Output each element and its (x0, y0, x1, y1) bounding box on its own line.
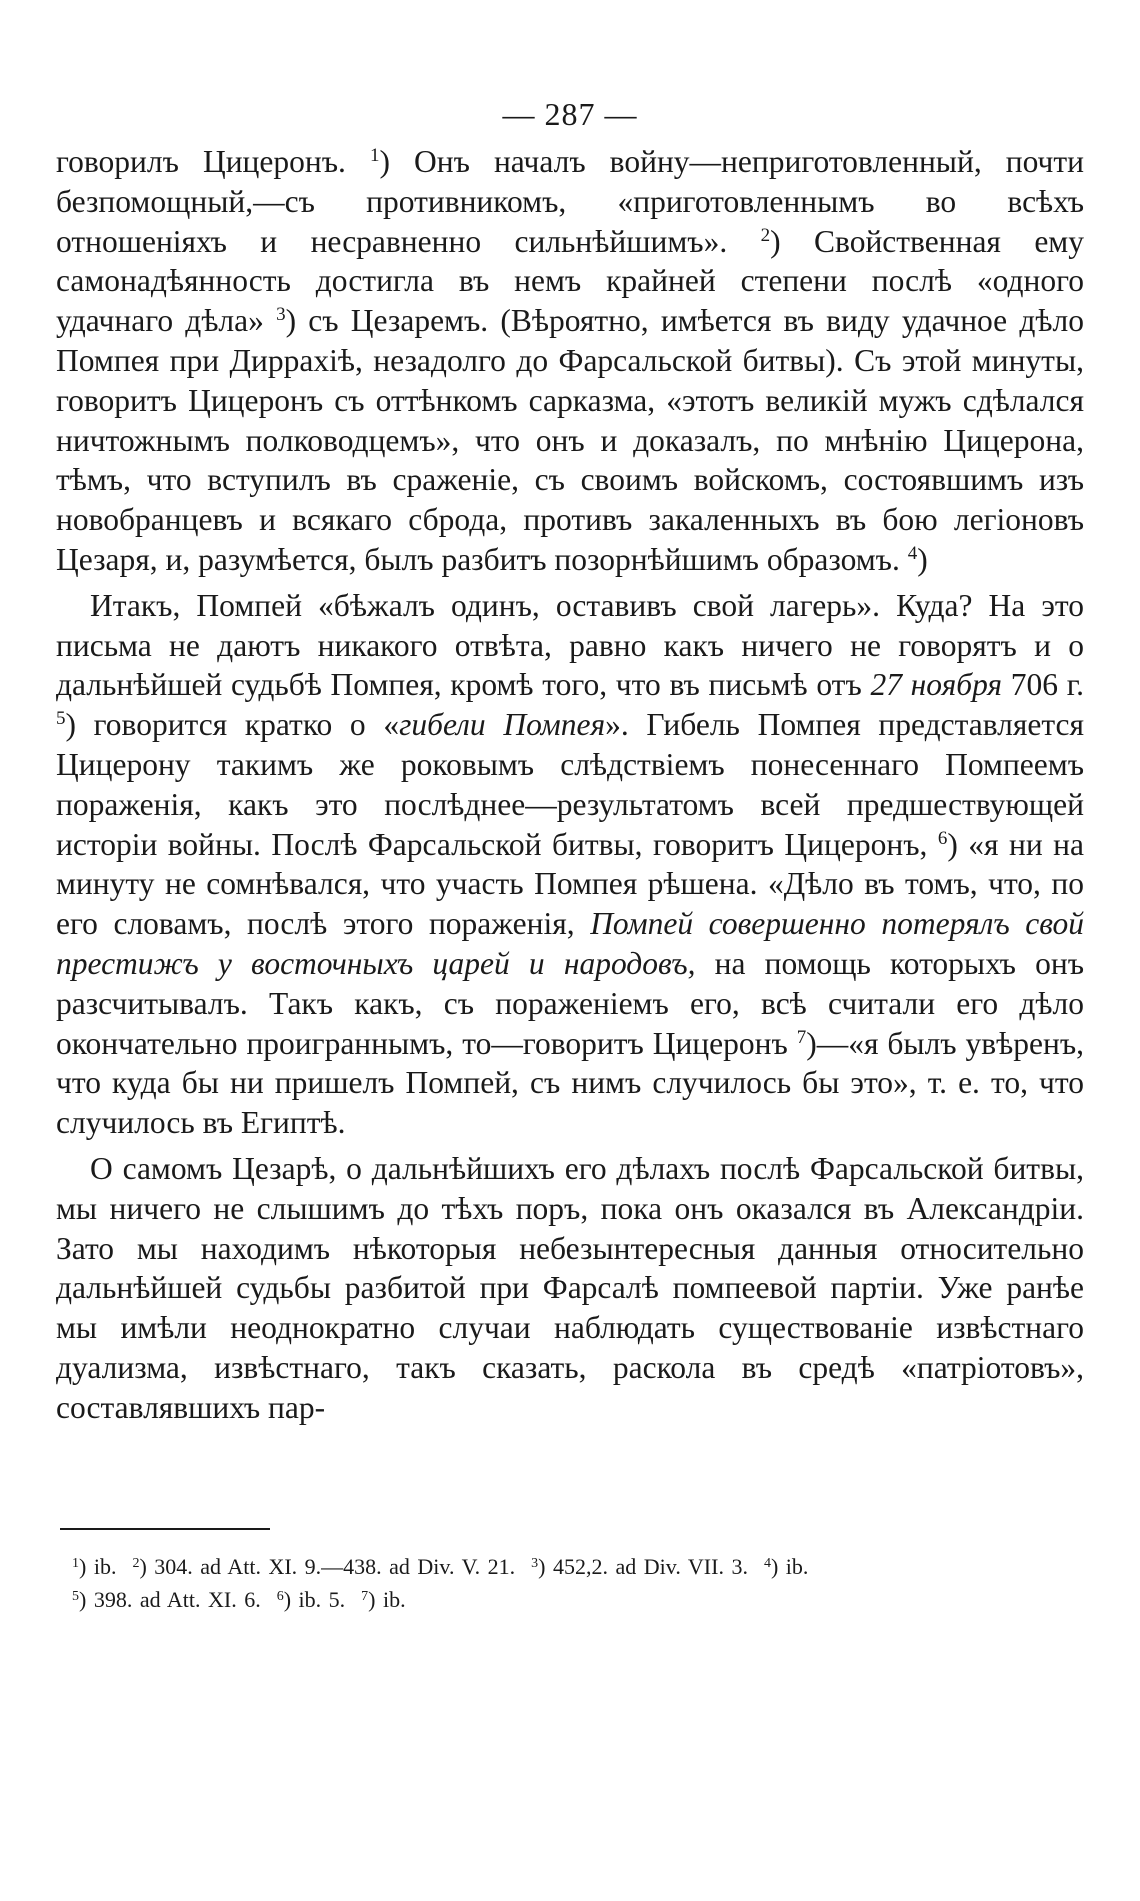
text-run: ». Гибель Помпея представляется Цицерону такимъ же роковымъ слѣдствіемъ понесеннаго Помпеемъ пораженія, какъ это послѣднее—результатомъ всей предшествующей исторіи войны. Послѣ Фарсальской битвы, говоритъ Цицеронъ, (56, 707, 1084, 862)
footnote (531, 1554, 748, 1579)
footnote-text: ) ib. (79, 1554, 117, 1579)
footnote-text: ) 304. ad Att. XI. 9.—438. ad Div. V. 21. (139, 1554, 516, 1579)
footnote-text: ) ib. (770, 1554, 809, 1579)
text-run: 706 г. (1002, 667, 1084, 703)
text-run: ) (917, 541, 928, 577)
footnote-ref: 4 (907, 542, 918, 564)
text-run: )—«я былъ увѣренъ, что куда бы ни пришелъ Помпей, съ нимъ случилось бы это», т. е. то, что случилось въ Египтѣ. (56, 1025, 1085, 1141)
footnote-mark: 3 (531, 1556, 539, 1571)
footnote-ref: 3 (276, 304, 286, 326)
paragraph (56, 586, 1084, 1143)
footnote-mark: 4 (763, 1556, 771, 1571)
footnote-mark: 5 (72, 1589, 79, 1604)
footnote-ref: 2 (760, 224, 771, 246)
italic-text: 27 ноября (870, 667, 1003, 703)
text-run: ) Свойственная ему самонадѣянность достигла въ немъ крайней степени послѣ «одного удачнаго дѣла» (56, 223, 1084, 339)
footnotes (72, 1550, 1032, 1616)
footnote (277, 1587, 345, 1612)
italic-text: Помпей совершенно потерялъ свой престижъ у восточныхъ царей и народовъ, (56, 906, 1085, 981)
footnote-divider (60, 1528, 270, 1530)
footnote-ref: 5 (56, 708, 66, 730)
footnote-text: ) ib. (368, 1587, 406, 1612)
text-run: ) Онъ началъ войну—неприготовленный, почти безпомощный,—съ противникомъ, «приготовленнымъ во всѣхъ отношеніяхъ и несравненно сильнѣйшимъ». (56, 144, 1084, 259)
footnote-mark: 1 (72, 1556, 79, 1571)
footnote-line (72, 1583, 1032, 1616)
text-run: О самомъ Цезарѣ, о дальнѣйшихъ его дѣлахъ послѣ Фарсальской битвы, мы ничего не слышимъ до тѣхъ поръ, пока онъ оказался въ Александріи. Зато мы находимъ нѣкоторыя небезынтересныя данныя относительно дальнѣйшей судьбы разбитой при Фарсалѣ помпеевой партіи. Уже ранѣе мы имѣли неоднократно случаи наблюдать существованіе извѣстнаго дуализма, извѣстнаго, такъ сказать, раскола въ средѣ «патріотовъ», составлявшихъ пар- (56, 1150, 1084, 1425)
footnote (72, 1587, 261, 1612)
italic-text: гибели Помпея (399, 707, 606, 743)
footnote-ref: 1 (369, 145, 380, 166)
footnote (72, 1554, 116, 1579)
text-run: ) говорится кратко о « (65, 707, 400, 743)
paragraph (56, 1149, 1084, 1428)
text-run: ) «я ни на минуту не сомнѣвался, что участь Помпея рѣшена. «Дѣло въ томъ, что, по его словамъ, послѣ этого пораженія, (56, 826, 1084, 942)
footnote-text: ) ib. 5. (283, 1587, 346, 1612)
text-run: на помощь которыхъ онъ разсчитывалъ. Такъ какъ, съ пораженіемъ его, всѣ считали его дѣло окончательно проиграннымъ, то—говоритъ Цицеронъ (56, 945, 1084, 1061)
text-run: говорилъ Цицеронъ. (56, 144, 370, 179)
footnote-text: ) 452,2. ad Div. VII. 3. (538, 1554, 748, 1579)
text-run: ) съ Цезаремъ. (Вѣроятно, имѣется въ виду удачное дѣло Помпея при Диррахіѣ, незадолго до Фарсальской битвы). Съ этой минуты, говоритъ Цицеронъ съ оттѣнкомъ сарказма, «этотъ великій мужъ сдѣлался ничтожнымъ полководцемъ», что онъ и доказалъ, по мнѣнію Цицерона, тѣмъ, что вступилъ въ сраженіе, съ своимъ войскомъ, состоявшимъ изъ новобранцевъ и всякаго сброда, противъ закаленныхъ въ бою легіоновъ Цезаря, и, разумѣется, былъ разбитъ позорнѣйшимъ образомъ. (56, 303, 1084, 577)
footnote-mark: 2 (132, 1556, 140, 1571)
footnote-line (72, 1550, 1032, 1583)
page-number: — 287 — (502, 96, 638, 132)
footnote (132, 1554, 515, 1579)
footnote (361, 1587, 405, 1612)
footnote-ref: 7 (796, 1026, 807, 1048)
footnote-mark: 7 (361, 1589, 369, 1604)
paragraph (56, 142, 1084, 580)
footnote-mark: 6 (276, 1589, 284, 1604)
main-text (56, 142, 1084, 1428)
text-run: Итакъ, Помпей «бѣжалъ одинъ, оставивъ свой лагерь». Куда? На это письма не даютъ никакого отвѣта, равно какъ ничего не говорятъ и о дальнѣйшей судьбѣ Помпея, кромѣ того, что въ письмѣ отъ (56, 587, 1084, 703)
footnote-text: ) 398. ad Att. XI. 6. (79, 1587, 261, 1612)
footnote-ref: 6 (937, 827, 948, 849)
footnote (764, 1554, 808, 1579)
